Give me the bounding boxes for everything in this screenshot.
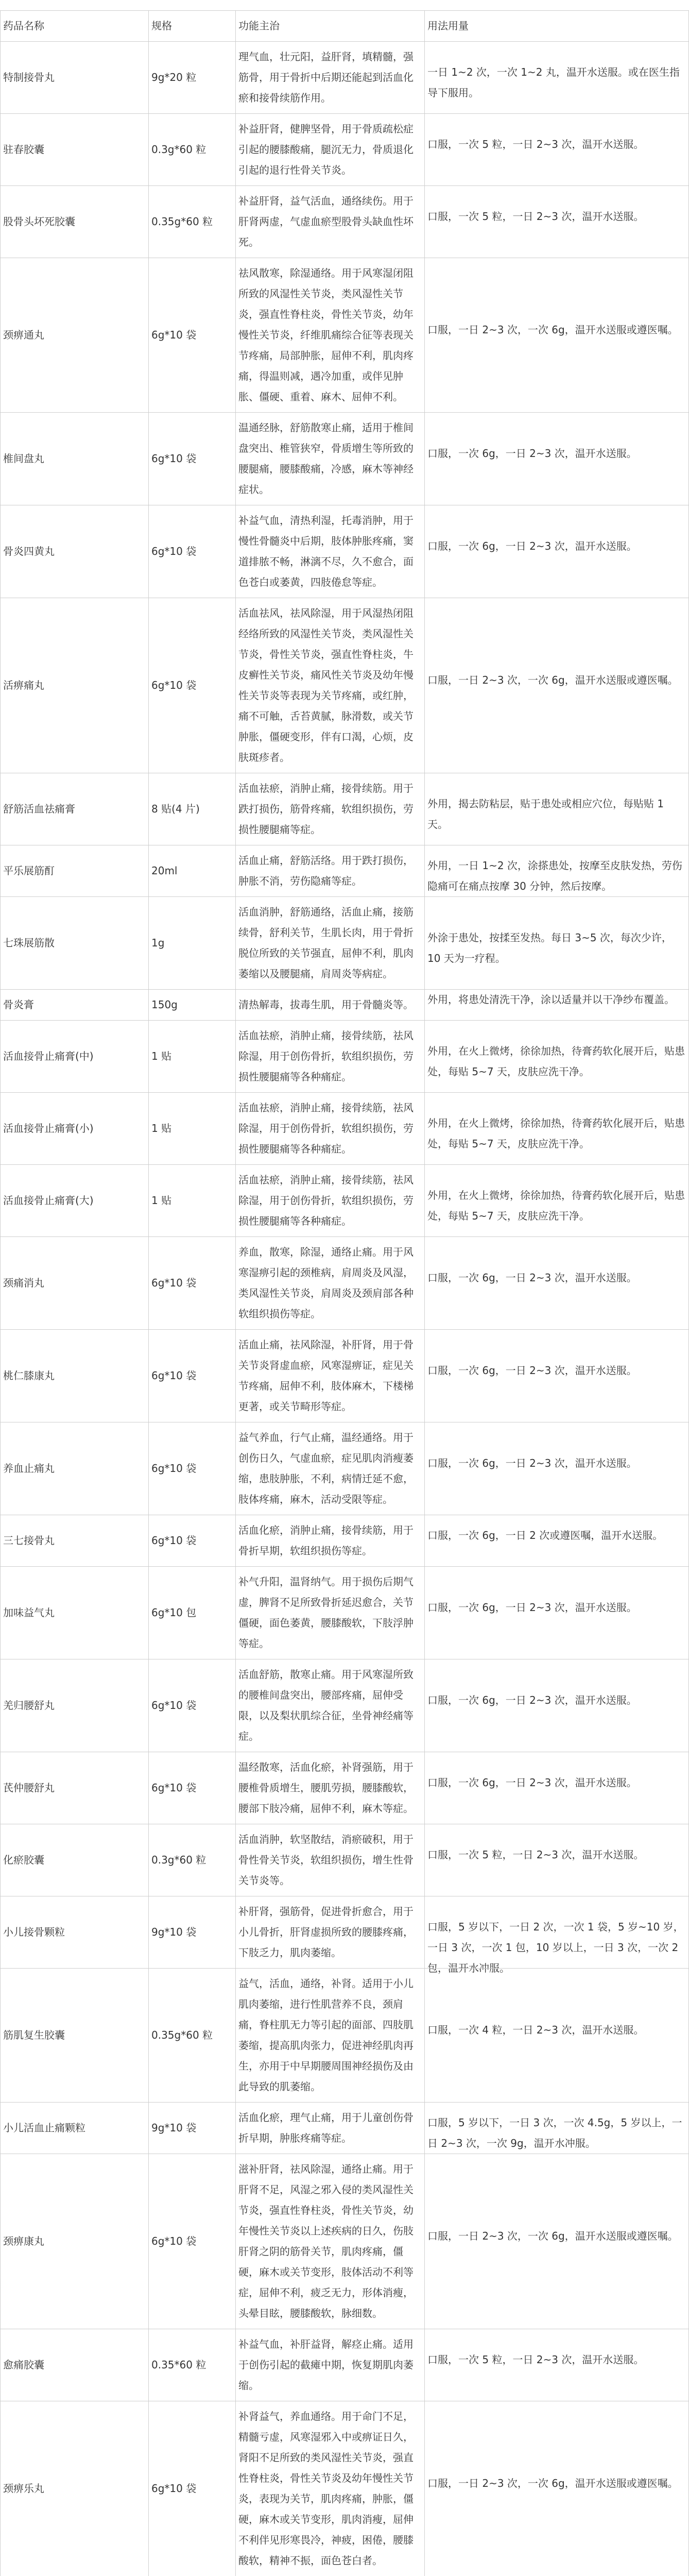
drug-name-cell: 养血止痛丸 bbox=[3, 1462, 55, 1475]
spec-cell: 6g*10 袋 bbox=[151, 2482, 197, 2495]
header-divider bbox=[0, 41, 689, 42]
function-cell: 益气，活血，通络，补肾。适用于小儿肌肉萎缩，进行性肌营养不良，颈肩痛，脊柱肌无力等引起的面部、四肢肌萎缩，提高肌肉张力，促进神经肌肉再生，亦用于中早期腰周围神经损伤及由此导致的肌萎缩。 bbox=[238, 1977, 414, 2093]
spec-cell: 0.35g*60 粒 bbox=[151, 2029, 213, 2041]
usage-cell: 口服，一日 2~3 次，一次 6g，温开水送服或遵医嘱。 bbox=[427, 2230, 678, 2242]
drug-name-cell: 颈痹康丸 bbox=[3, 2235, 44, 2247]
spec-cell: 6g*10 袋 bbox=[151, 545, 197, 557]
function-cell: 活血止痛，祛风除湿，补肝肾，用于骨关节炎肾虚血瘀，风寒湿痹证，症见关节疼痛，屈伸不利，肢体麻木，下楼梯更著，或关节畸形等症。 bbox=[238, 1338, 414, 1413]
drug-name-cell: 股骨头坏死胶囊 bbox=[3, 215, 75, 228]
drug-name-cell: 颈痹通丸 bbox=[3, 329, 44, 341]
drug-name-cell: 愈痛胶囊 bbox=[3, 2359, 44, 2371]
spec-cell: 6g*10 袋 bbox=[151, 679, 197, 691]
usage-cell: 口服，5 岁以下，一日 2 次，一次 1 袋，5 岁~10 岁，一日 3 次，一次 1 包，10 岁以上，一日 3 次，一次 2 包，温开水冲服。 bbox=[427, 1921, 684, 1974]
drug-name-cell: 椎间盘丸 bbox=[3, 452, 44, 465]
drug-name-cell: 舒筋活血祛痛膏 bbox=[3, 803, 75, 815]
table-border-top bbox=[0, 10, 689, 11]
spec-cell: 6g*10 袋 bbox=[151, 1782, 197, 1794]
table-border-left bbox=[0, 10, 1, 2576]
drug-name-cell: 活血接骨止痛膏(中) bbox=[3, 1050, 94, 1062]
row-divider bbox=[0, 412, 689, 413]
drug-name-cell: 骨炎膏 bbox=[3, 998, 34, 1011]
drug-name-cell: 化瘀胶囊 bbox=[3, 1854, 44, 1866]
drug-name-cell: 筋肌复生胶囊 bbox=[3, 2029, 65, 2041]
row-divider bbox=[0, 1236, 689, 1237]
drug-name-cell: 加味益气丸 bbox=[3, 1606, 55, 1619]
usage-cell: 外用，一日 1~2 次，涂搽患处，按摩至皮肤发热，劳伤隐痛可在痛点按摩 30 分钟，然后按摩。 bbox=[427, 859, 682, 892]
function-cell: 益气养血，行气止痛，温经通络。用于创伤日久，气虚血瘀，症见肌肉消瘦萎缩，患肢肿胀，不利，病情迁延不愈，肢体疼痛，麻木，活动受限等症。 bbox=[238, 1431, 414, 1505]
spec-cell: 9g*10 袋 bbox=[151, 1926, 197, 1938]
header-usage: 用法用量 bbox=[427, 20, 469, 32]
function-cell: 补益肝肾，健脾坚骨，用于骨质疏松症引起的腰膝酸痛，腿沉无力，骨质退化引起的退行性骨关节炎。 bbox=[238, 123, 414, 176]
spec-cell: 6g*10 袋 bbox=[151, 1369, 197, 1382]
spec-cell: 6g*10 袋 bbox=[151, 1277, 197, 1289]
function-cell: 活血祛瘀，消肿止痛，接骨续筋，祛风除湿，用于创伤骨折，软组织损伤，劳损性腰腿痛等各种痛症。 bbox=[238, 1101, 414, 1155]
usage-cell: 一日 1~2 次，一次 1~2 丸，温开水送服。或在医生指导下服用。 bbox=[427, 66, 680, 99]
row-divider bbox=[0, 113, 689, 114]
usage-cell: 口服，一次 6g，一日 2~3 次，温开水送服。 bbox=[427, 1776, 637, 1789]
spec-cell: 6g*10 包 bbox=[151, 1606, 197, 1619]
drug-name-cell: 特制接骨丸 bbox=[3, 71, 55, 83]
function-cell: 补益气血，清热利湿，托毒消肿，用于慢性骨髓炎中后期，肢体肿胀疼痛，窦道排脓不畅，淋漓不尽，久不愈合，面色苍白或萎黄，四肢倦怠等症。 bbox=[238, 514, 414, 588]
drug-name-cell: 三七接骨丸 bbox=[3, 1534, 55, 1547]
drug-name-cell: 七珠展筋散 bbox=[3, 937, 55, 949]
function-cell: 补肾益气，养血通络。用于命门不足，精髓亏虚，风寒湿邪入中或痹证日久，肾阳不足所致的类风湿性关节炎，强直性脊柱炎，骨性关节炎及幼年慢性关节炎，表现为关节，肌肉疼痛，肿胀，僵硬，麻木或关节变形，肌肉消瘦，屈伸不利伴见形寒畏冷，神疲，困倦，腰膝酸软，精神不振，面色苍白者。 bbox=[238, 2410, 414, 2567]
column-divider bbox=[148, 10, 149, 2576]
function-cell: 活血祛风，祛风除湿，用于风湿热闭阻经络所致的风湿性关节炎，类风湿性关节炎，骨性关节炎，强直性脊柱炎，牛皮癣性关节炎，痛风性关节炎及幼年慢性关节炎等表现为关节疼痛，或红肿，痛不可触，舌苔黄腻，脉滑数，或关节肿胀，僵硬变形，伴有口渴，心烦，皮肤斑疹者。 bbox=[238, 607, 414, 764]
function-cell: 补益肝肾，益气活血，通络续伤。用于肝肾两虚，气虚血瘀型股骨头缺血性坏死。 bbox=[238, 195, 414, 248]
spec-cell: 6g*10 袋 bbox=[151, 1462, 197, 1475]
header-spec: 规格 bbox=[151, 20, 172, 32]
spec-cell: 1g bbox=[151, 937, 165, 949]
spec-cell: 1 贴 bbox=[151, 1050, 172, 1062]
spec-cell: 1 贴 bbox=[151, 1122, 172, 1134]
usage-cell: 口服，一日 2~3 次，一次 6g，温开水送服或遵医嘱。 bbox=[427, 324, 678, 336]
spec-cell: 6g*10 袋 bbox=[151, 1534, 197, 1547]
header-function: 功能主治 bbox=[238, 20, 280, 32]
usage-cell: 口服，一次 5 粒，一日 2~3 次，温开水送服。 bbox=[427, 138, 644, 150]
row-divider bbox=[0, 1968, 689, 1969]
row-divider bbox=[0, 896, 689, 897]
usage-cell: 外用，在火上微烤，徐徐加热，待膏药软化展开后，贴患处，每贴 5~7 天，皮肤应洗干净。 bbox=[427, 1117, 685, 1150]
function-cell: 活血化瘀，理气止痛，用于儿童创伤骨折早期，肿胀疼痛等症。 bbox=[238, 2111, 414, 2144]
spec-cell: 6g*10 袋 bbox=[151, 2235, 197, 2247]
row-divider bbox=[0, 1092, 689, 1093]
function-cell: 清热解毒，拔毒生肌，用于骨髓炎等。 bbox=[238, 998, 414, 1011]
spec-cell: 6g*10 袋 bbox=[151, 1699, 197, 1711]
row-divider bbox=[0, 2102, 689, 2103]
function-cell: 理气血，壮元阳，益肝肾，填精髓，强筋骨，用于骨折中后期还能起到活血化瘀和接骨续筋作用。 bbox=[238, 50, 414, 104]
drug-name-cell: 活血接骨止痛膏(大) bbox=[3, 1194, 94, 1207]
function-cell: 祛风散寒，除湿通络。用于风寒湿闭阻所致的风湿性关节炎，类风湿性关节炎，强直性脊柱炎，骨性关节炎，幼年慢性关节炎，纤维肌痛综合征等表现关节疼痛，局部肿胀，屈伸不利，肌肉疼痛，得温则减，遇冷加重，或伴见肿胀、僵硬、重着、麻木、屈伸不利。 bbox=[238, 267, 414, 403]
function-cell: 活血消肿，舒筋通络，活血止痛，接筋续骨，舒利关节，生肌长肉，用于骨折脱位所致的关节强直，屈伸不利，肌肉萎缩以及腰腿痛，肩周炎等病症。 bbox=[238, 906, 414, 980]
drug-name-cell: 颈痛消丸 bbox=[3, 1277, 44, 1289]
usage-cell: 口服，一日 2~3 次，一次 6g，温开水送服或遵医嘱。 bbox=[427, 2477, 678, 2489]
usage-cell: 外用，揭去防粘层，贴于患处或相应穴位，每贴贴 1 天。 bbox=[427, 798, 664, 831]
drug-name-cell: 桃仁膝康丸 bbox=[3, 1369, 55, 1382]
function-cell: 补气升阳，温肾纳气。用于损伤后期气虚，脾肾不足所致骨折延迟愈合，关节僵硬，面色萎黄，腰膝酸软，下肢浮肿等症。 bbox=[238, 1575, 414, 1650]
usage-cell: 口服，一日 2~3 次，一次 6g，温开水送服或遵医嘱。 bbox=[427, 674, 678, 686]
usage-cell: 口服，一次 6g，一日 2~3 次，温开水送服。 bbox=[427, 1364, 637, 1377]
drug-name-cell: 芪仲腰舒丸 bbox=[3, 1782, 55, 1794]
function-cell: 活血舒筋，散寒止痛。用于风寒湿所致的腰椎间盘突出，腰部疼痛，屈伸受限，以及梨状肌综合征，坐骨神经痛等症。 bbox=[238, 1668, 414, 1742]
function-cell: 活血祛瘀，消肿止痛，接骨续筋，祛风除湿，用于创伤骨折，软组织损伤，劳损性腰腿痛等各种痛症。 bbox=[238, 1174, 414, 1227]
usage-cell: 口服，一次 6g，一日 2~3 次，温开水送服。 bbox=[427, 1457, 637, 1469]
drug-name-cell: 骨炎四黄丸 bbox=[3, 545, 55, 557]
function-cell: 滋补肝肾，祛风除湿，通络止痛。用于肝肾不足，风湿之邪入侵的类风湿性关节炎，强直性脊柱炎，骨性关节炎，幼年慢性关节炎以上述疾病的日久，伤肢肝肾之阴的筋骨关节，肌肉疼痛，僵硬，麻木或关节变形，肢体活动不利等症，屈伸不利，疲乏无力，形体消瘦，头晕目眩，腰膝酸软，脉细数。 bbox=[238, 2163, 414, 2319]
usage-cell: 口服，一次 6g，一日 2 次或遵医嘱，温开水送服。 bbox=[427, 1529, 663, 1541]
usage-cell: 口服，一次 6g，一日 2~3 次，温开水送服。 bbox=[427, 447, 637, 460]
header-name: 药品名称 bbox=[3, 20, 44, 32]
usage-cell: 口服，一次 6g，一日 2~3 次，温开水送服。 bbox=[427, 1694, 637, 1706]
spec-cell: 9g*20 粒 bbox=[151, 71, 197, 83]
function-cell: 活血祛瘀，消肿止痛，接骨续筋。用于跌打损伤，筋骨疼痛，软组织损伤，劳损性腰腿痛等症。 bbox=[238, 782, 414, 836]
spec-cell: 150g bbox=[151, 998, 178, 1011]
drug-name-cell: 平乐展筋酊 bbox=[3, 865, 55, 877]
spec-cell: 6g*10 袋 bbox=[151, 329, 197, 341]
function-cell: 活血消肿，软坚散结，消瘀破积，用于骨性骨关节炎，软组织损伤，增生性骨关节炎等。 bbox=[238, 1833, 414, 1887]
function-cell: 活血化瘀，消肿止痛，接骨续筋，用于骨折早期，软组织损伤等症。 bbox=[238, 1524, 414, 1557]
function-cell: 温经散寒，活血化瘀，补肾强筋，用于腰椎骨质增生，腰肌劳损，腰膝酸软，腰部下肢冷痛，屈伸不利，麻木等症。 bbox=[238, 1761, 414, 1815]
row-divider bbox=[0, 185, 689, 186]
usage-cell: 口服，一次 5 粒，一日 2~3 次，温开水送服。 bbox=[427, 2353, 644, 2366]
drug-name-cell: 小儿接骨颗粒 bbox=[3, 1926, 65, 1938]
usage-cell: 口服，一次 6g，一日 2~3 次，温开水送服。 bbox=[427, 1272, 637, 1284]
function-cell: 补肝肾，强筋骨，促进骨折愈合，用于小儿骨折，肝肾虚损所致的腰膝疼痛，下肢乏力，肌肉萎缩。 bbox=[238, 1905, 414, 1959]
spec-cell: 0.3g*60 粒 bbox=[151, 143, 206, 156]
row-divider bbox=[0, 1164, 689, 1165]
usage-cell: 口服，一次 6g，一日 2~3 次，温开水送服。 bbox=[427, 540, 637, 552]
spec-cell: 6g*10 袋 bbox=[151, 452, 197, 465]
drug-name-cell: 活血接骨止痛膏(小) bbox=[3, 1122, 94, 1134]
column-divider bbox=[424, 10, 425, 2576]
row-divider bbox=[0, 1566, 689, 1567]
usage-cell: 口服，一次 5 粒，一日 2~3 次，温开水送服。 bbox=[427, 1849, 644, 1861]
usage-cell: 口服，一次 6g，一日 2~3 次，温开水送服。 bbox=[427, 1601, 637, 1614]
drug-name-cell: 活痹痛丸 bbox=[3, 679, 44, 691]
usage-cell: 口服，一次 5 粒，一日 2~3 次，温开水送服。 bbox=[427, 210, 644, 223]
spec-cell: 1 贴 bbox=[151, 1194, 172, 1207]
drug-name-cell: 羌归腰舒丸 bbox=[3, 1699, 55, 1711]
drug-name-cell: 颈痹乐丸 bbox=[3, 2482, 44, 2495]
usage-cell: 外用，将患处清洗干净，涂以适量并以干净纱布覆盖。 bbox=[427, 993, 675, 1006]
row-divider bbox=[0, 1020, 689, 1021]
usage-cell: 外用，在火上微烤，徐徐加热，待膏药软化展开后，贴患处，每贴 5~7 天，皮肤应洗干净。 bbox=[427, 1189, 685, 1222]
drug-name-cell: 驻春胶囊 bbox=[3, 143, 44, 156]
spec-cell: 9g*10 袋 bbox=[151, 2122, 197, 2134]
column-divider bbox=[235, 10, 236, 2576]
function-cell: 温通经脉，舒筋散寒止痛，适用于椎间盘突出、椎管狭窄，骨质增生等所致的腰腿痛，腰膝酸痛，冷感，麻木等神经症状。 bbox=[238, 421, 414, 496]
usage-cell: 口服，一次 4 粒，一日 2~3 次，温开水送服。 bbox=[427, 2024, 644, 2036]
spec-cell: 20ml bbox=[151, 865, 178, 877]
function-cell: 养血，散寒，除湿，通络止痛。用于风寒湿痹引起的颈椎病，肩周炎及风湿，类风湿性关节炎，肩周炎及颈肩部各种软组织损伤等症。 bbox=[238, 1246, 414, 1320]
function-cell: 活血止痛，舒筋活络。用于跌打损伤，肿胀不消，劳伤隐痛等症。 bbox=[238, 854, 414, 887]
usage-cell: 外涂于患处，按揉至发热。每日 3~5 次，每次少许，10 天为一疗程。 bbox=[427, 931, 672, 964]
spec-cell: 0.3g*60 粒 bbox=[151, 1854, 206, 1866]
spec-cell: 0.35*60 粒 bbox=[151, 2359, 206, 2371]
spec-cell: 0.35g*60 粒 bbox=[151, 215, 213, 228]
function-cell: 活血祛瘀，消肿止痛，接骨续筋，祛风除湿，用于创伤骨折，软组织损伤，劳损性腰腿痛等各种痛症。 bbox=[238, 1029, 414, 1083]
usage-cell: 口服，5 岁以下，一日 3 次，一次 4.5g，5 岁以上，一日 2~3 次，一次 9g，温开水冲服。 bbox=[427, 2116, 682, 2149]
function-cell: 补益气血，补肝益肾，解痉止痛。适用于创伤引起的截瘫中期，恢复期肌肉萎缩。 bbox=[238, 2338, 414, 2392]
row-divider bbox=[0, 1329, 689, 1330]
drug-name-cell: 小儿活血止痛颗粒 bbox=[3, 2122, 85, 2134]
usage-cell: 外用，在火上微烤，徐徐加热，待膏药软化展开后，贴患处，每贴 5~7 天，皮肤应洗干净。 bbox=[427, 1045, 685, 1078]
spec-cell: 8 贴(4 片) bbox=[151, 803, 200, 815]
